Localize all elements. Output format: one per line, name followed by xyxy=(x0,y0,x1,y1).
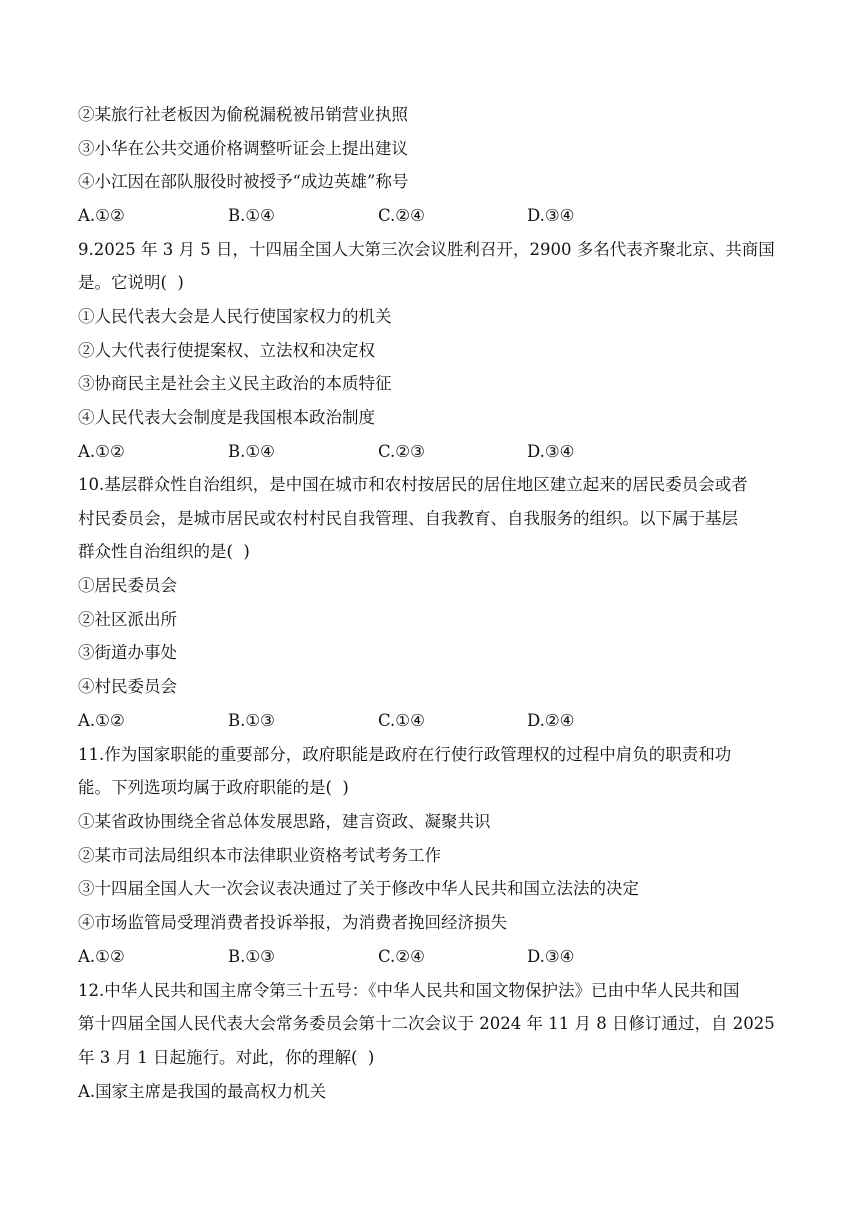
q10-option-b: B.①③ xyxy=(228,711,275,730)
q11-item-4: ④市场监管局受理消费者投诉举报，为消费者挽回经济损失 xyxy=(78,913,507,932)
q11-item-3: ③十四届全国人大一次会议表决通过了关于修改中华人民共和国立法法的决定 xyxy=(78,879,639,898)
q9-stem-line-1: 9.2025 年 3 月 5 日，十四届全国人大第三次会议胜利召开，2900 多名代表齐聚北京、共商国 xyxy=(78,240,775,259)
q8-options xyxy=(78,205,782,227)
q10-option-a: A.①② xyxy=(78,711,125,730)
q9-stem-line-2: 是。它说明( ) xyxy=(78,273,184,292)
q9-item-3: ③协商民主是社会主义民主政治的本质特征 xyxy=(78,374,392,393)
q10-option-d: D.②④ xyxy=(527,711,575,730)
q9-option-c: C.②③ xyxy=(378,442,425,461)
q9-option-b: B.①④ xyxy=(228,442,275,461)
q12-stem-line-1: 12.中华人民共和国主席令第三十五号：《中华人民共和国文物保护法》已由中华人民共和国 xyxy=(78,981,740,1000)
q10-stem-line-3: 群众性自治组织的是( ) xyxy=(78,542,250,561)
q11-option-c: C.②④ xyxy=(378,947,425,966)
q8-option-c: C.②④ xyxy=(378,206,425,225)
q8-item-2: ②某旅行社老板因为偷税漏税被吊销营业执照 xyxy=(78,105,408,124)
q8-item-4: ④小江因在部队服役时被授予“成边英雄”称号 xyxy=(78,172,409,191)
q11-stem-line-2: 能。下列选项均属于政府职能的是( ) xyxy=(78,778,349,797)
q12-stem-line-2: 第十四届全国人民代表大会常务委员会第十二次会议于 2024 年 11 月 8 日修订通过，自 2025 xyxy=(78,1014,775,1033)
q9-item-1: ①人民代表大会是人民行使国家权力的机关 xyxy=(78,307,392,326)
q9-item-2: ②人大代表行使提案权、立法权和决定权 xyxy=(78,341,375,360)
q9-option-a: A.①② xyxy=(78,442,125,461)
q8-option-d: D.③④ xyxy=(527,206,575,225)
q10-item-3: ③街道办事处 xyxy=(78,643,177,662)
q10-item-2: ②社区派出所 xyxy=(78,610,177,629)
q9-options xyxy=(78,441,782,463)
q9-option-d: D.③④ xyxy=(527,442,575,461)
q11-options xyxy=(78,946,782,968)
q11-option-d: D.③④ xyxy=(527,947,575,966)
q10-option-c: C.①④ xyxy=(378,711,425,730)
q10-stem-line-1: 10.基层群众性自治组织，是中国在城市和农村按居民的居住地区建立起来的居民委员会或者 xyxy=(78,475,748,494)
q11-item-1: ①某省政协围绕全省总体发展思路，建言资政、凝聚共识 xyxy=(78,812,491,831)
q12-stem-line-3: 年 3 月 1 日起施行。对此，你的理解( ) xyxy=(78,1048,375,1067)
q11-item-2: ②某市司法局组织本市法律职业资格考试考务工作 xyxy=(78,846,441,865)
q10-item-4: ④村民委员会 xyxy=(78,677,177,696)
q10-item-1: ①居民委员会 xyxy=(78,576,177,595)
q11-option-b: B.①③ xyxy=(228,947,275,966)
q8-option-b: B.①④ xyxy=(228,206,275,225)
q10-stem-line-2: 村民委员会，是城市居民或农村村民自我管理、自我教育、自我服务的组织。以下属于基层 xyxy=(78,509,738,528)
q9-item-4: ④人民代表大会制度是我国根本政治制度 xyxy=(78,408,375,427)
q8-option-a: A.①② xyxy=(78,206,125,225)
q10-options xyxy=(78,710,782,732)
q8-item-3: ③小华在公共交通价格调整听证会上提出建议 xyxy=(78,139,408,158)
q12-option-a: A.国家主席是我国的最高权力机关 xyxy=(78,1082,327,1101)
q11-stem-line-1: 11.作为国家职能的重要部分，政府职能是政府在行使行政管理权的过程中肩负的职责和功 xyxy=(78,745,732,764)
q11-option-a: A.①② xyxy=(78,947,125,966)
